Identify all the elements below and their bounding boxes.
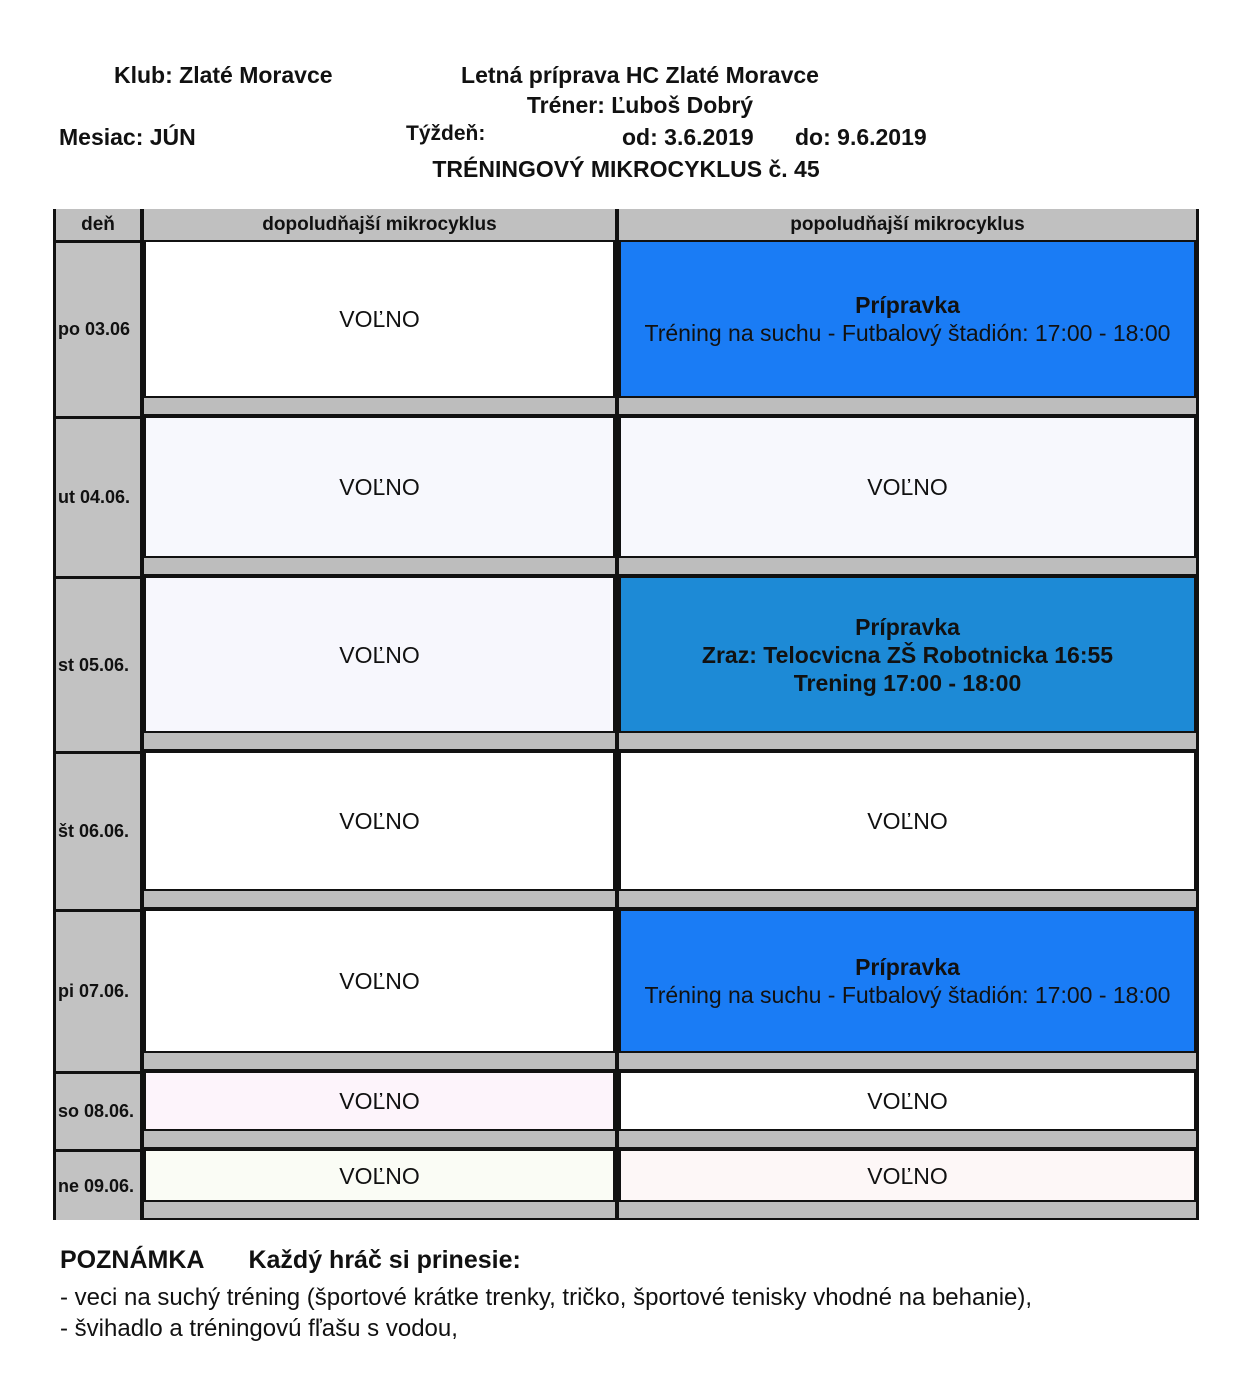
microcycle-title: TRÉNINGOVÝ MIKROCYKLUS č. 45 [432, 156, 820, 182]
day-cell [56, 416, 140, 576]
row-separator [144, 891, 615, 909]
day-cell [56, 751, 140, 909]
schedule-table [53, 209, 1199, 1220]
session-text: VOĽNO [867, 1162, 948, 1189]
row-separator [619, 891, 1196, 909]
session-text: Tréning na suchu - Futbalový štadión: 17:00 - 18:00 [644, 320, 1171, 346]
session-text: VOĽNO [339, 306, 420, 332]
week-label: Týždeň: [406, 122, 486, 145]
week-to: do: 9.6.2019 [795, 124, 927, 150]
session-text: VOĽNO [867, 1088, 948, 1114]
row-separator [144, 1131, 615, 1149]
session-text: VOĽNO [339, 1088, 420, 1114]
afternoon-session-cell [619, 576, 1196, 733]
afternoon-session-cell [619, 909, 1196, 1053]
session-text: VOĽNO [339, 1162, 420, 1189]
day-label: st 05.06. [58, 654, 130, 675]
notes-label: POZNÁMKA [60, 1246, 204, 1274]
afternoon-session-cell [619, 1149, 1196, 1202]
day-cell [56, 1149, 140, 1220]
session-text: VOĽNO [339, 474, 420, 500]
morning-session-cell [144, 1071, 615, 1131]
session-title: Prípravka [855, 954, 960, 980]
day-cell [56, 576, 140, 751]
column-header-afternoon: popoludňajší mikrocyklus [619, 209, 1196, 240]
row-separator [144, 398, 615, 416]
session-title: Prípravka [855, 292, 960, 318]
row-separator [144, 1053, 615, 1071]
row-separator [619, 558, 1196, 576]
week-from: od: 3.6.2019 [622, 124, 754, 150]
row-separator [619, 1053, 1196, 1071]
row-separator [619, 1202, 1196, 1220]
document-title: Letná príprava HC Zlaté Moravce [461, 62, 819, 88]
notes-section [60, 1245, 1200, 1344]
session-text: VOĽNO [339, 641, 420, 668]
day-label: št 06.06. [58, 821, 130, 841]
afternoon-session-cell [619, 1071, 1196, 1131]
session-text: Zraz: Telocvicna ZŠ Robotnicka 16:55 [701, 641, 1114, 668]
row-separator [144, 1202, 615, 1220]
day-cell [56, 240, 140, 416]
session-text: VOĽNO [867, 808, 948, 834]
row-separator [619, 1131, 1196, 1149]
morning-session-cell [144, 240, 615, 398]
note-item: - veci na suchý tréning (športové krátke trenky, tričko, športové tenisky vhodné na behanie), [60, 1284, 1033, 1311]
session-text: VOĽNO [339, 968, 420, 994]
note-item: - švihadlo a tréningovú fľašu s vodou, [60, 1315, 458, 1342]
column-header-day: deň [56, 209, 140, 240]
afternoon-session-cell [619, 240, 1196, 398]
column-divider-day [140, 209, 144, 1220]
afternoon-session-cell [619, 751, 1196, 891]
morning-session-cell [144, 576, 615, 733]
day-label: po 03.06 [58, 319, 131, 339]
session-text: VOĽNO [339, 808, 420, 834]
month-label: Mesiac: JÚN [59, 124, 196, 150]
session-text: Trening 17:00 - 18:00 [793, 669, 1022, 696]
notes-heading [60, 1245, 1200, 1276]
row-separator [144, 558, 615, 576]
coach-name: Tréner: Ľuboš Dobrý [526, 92, 754, 118]
morning-session-cell [144, 416, 615, 558]
day-label: ut 04.06. [58, 487, 131, 507]
club-name: Klub: Zlaté Moravce [114, 62, 333, 88]
morning-session-cell [144, 1149, 615, 1202]
day-label: ne 09.06. [58, 1175, 135, 1196]
session-text: VOĽNO [867, 474, 948, 500]
row-separator [144, 733, 615, 751]
column-header-morning: dopoludňajší mikrocyklus [144, 209, 615, 240]
day-cell [56, 1071, 140, 1149]
morning-session-cell [144, 751, 615, 891]
afternoon-session-cell [619, 416, 1196, 558]
day-label: so 08.06. [58, 1101, 135, 1121]
day-label: pi 07.06. [58, 981, 130, 1001]
session-title: Prípravka [855, 613, 960, 640]
morning-session-cell [144, 909, 615, 1053]
row-separator [619, 733, 1196, 751]
day-cell [56, 909, 140, 1071]
column-divider-half [615, 209, 619, 1220]
row-separator [619, 398, 1196, 416]
notes-intro: Každý hráč si prinesie: [248, 1246, 521, 1274]
session-text: Tréning na suchu - Futbalový štadión: 17:00 - 18:00 [644, 982, 1171, 1008]
